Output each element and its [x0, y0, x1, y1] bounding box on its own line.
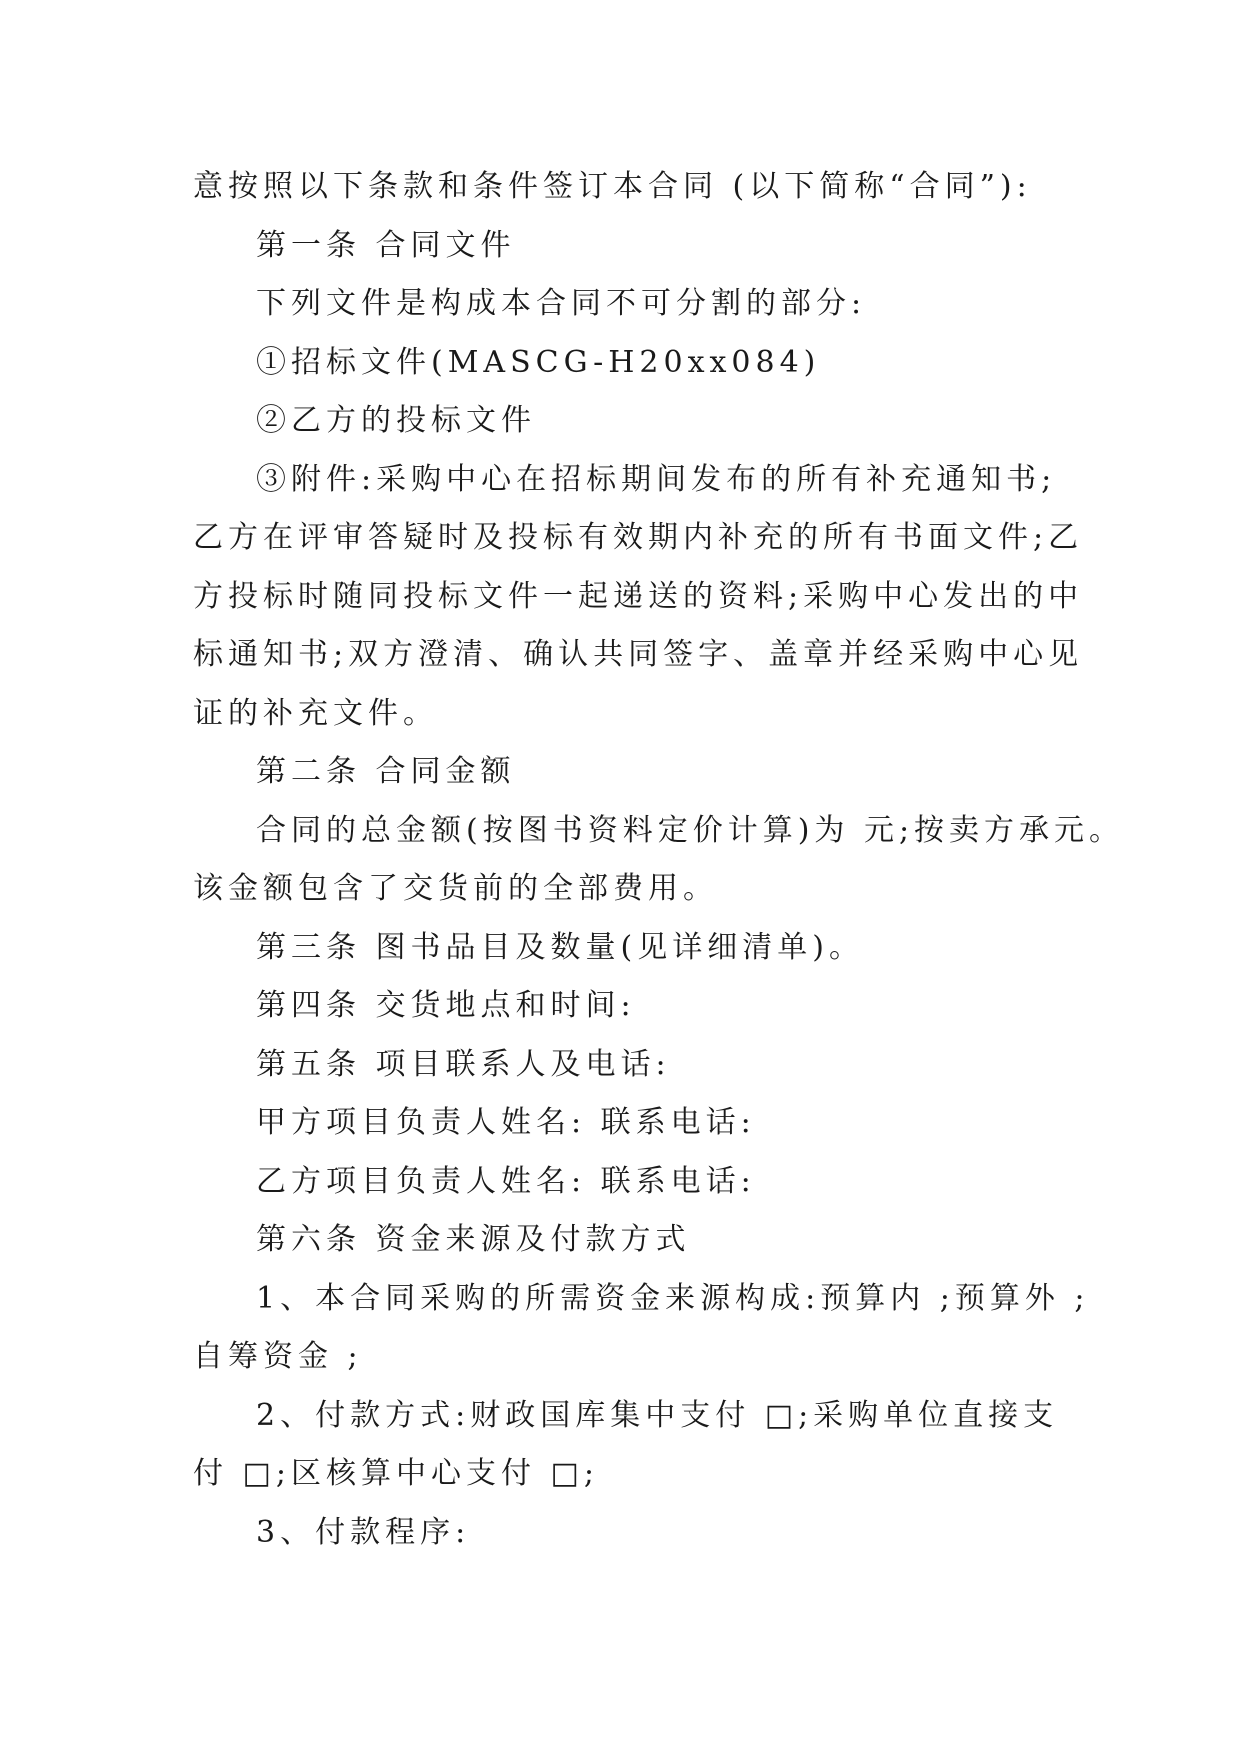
text-line: 意按照以下条款和条件签订本合同 (以下简称“合同”): [193, 169, 1032, 204]
article-2-heading: 第二条 合同金额 [256, 754, 516, 789]
contact-line-party-a: 甲方项目负责人姓名: 联系电话: [256, 1105, 756, 1140]
text-line: 方投标时随同投标文件一起递送的资料;采购中心发出的中 [193, 578, 1084, 614]
text-line: 付 □;区核算中心支付 □; [193, 1456, 599, 1491]
contact-line-party-b: 乙方项目负责人姓名: 联系电话: [256, 1163, 756, 1199]
document-body [193, 158, 1125, 1562]
list-item: 3、付款程序: [256, 1514, 471, 1550]
text-line: 该金额包含了交货前的全部费用。 [193, 871, 718, 906]
article-6-heading: 第六条 资金来源及付款方式 [256, 1222, 691, 1257]
article-3-heading: 第三条 图书品目及数量(见详细清单)。 [256, 929, 864, 965]
list-item: ③附件:采购中心在招标期间发布的所有补充通知书; [256, 461, 1057, 497]
list-item: ②乙方的投标文件 [256, 403, 536, 438]
list-item: 2、付款方式:财政国库集中支付 □;采购单位直接支 [256, 1397, 1059, 1433]
text-line: 乙方在评审答疑时及投标有效期内补充的所有书面文件;乙 [193, 520, 1084, 555]
text-line: 标通知书;双方澄清、确认共同签字、盖章并经采购中心见 [193, 637, 1084, 672]
article-1-heading: 第一条 合同文件 [256, 227, 516, 263]
article-5-heading: 第五条 项目联系人及电话: [256, 1046, 671, 1082]
list-item: ①招标文件(MASCG-H20xx084) [256, 344, 821, 380]
text-line: 自筹资金 ; [193, 1339, 363, 1374]
text-line: 下列文件是构成本合同不可分割的部分: [256, 286, 867, 321]
text-line: 证的补充文件。 [193, 695, 438, 731]
list-item: 1、本合同采购的所需资金来源构成:预算内 ;预算外 ; [256, 1280, 1090, 1316]
text-line: 合同的总金额(按图书资料定价计算)为 元;按卖方承元。 [256, 812, 1125, 848]
article-4-heading: 第四条 交货地点和时间: [256, 988, 636, 1023]
